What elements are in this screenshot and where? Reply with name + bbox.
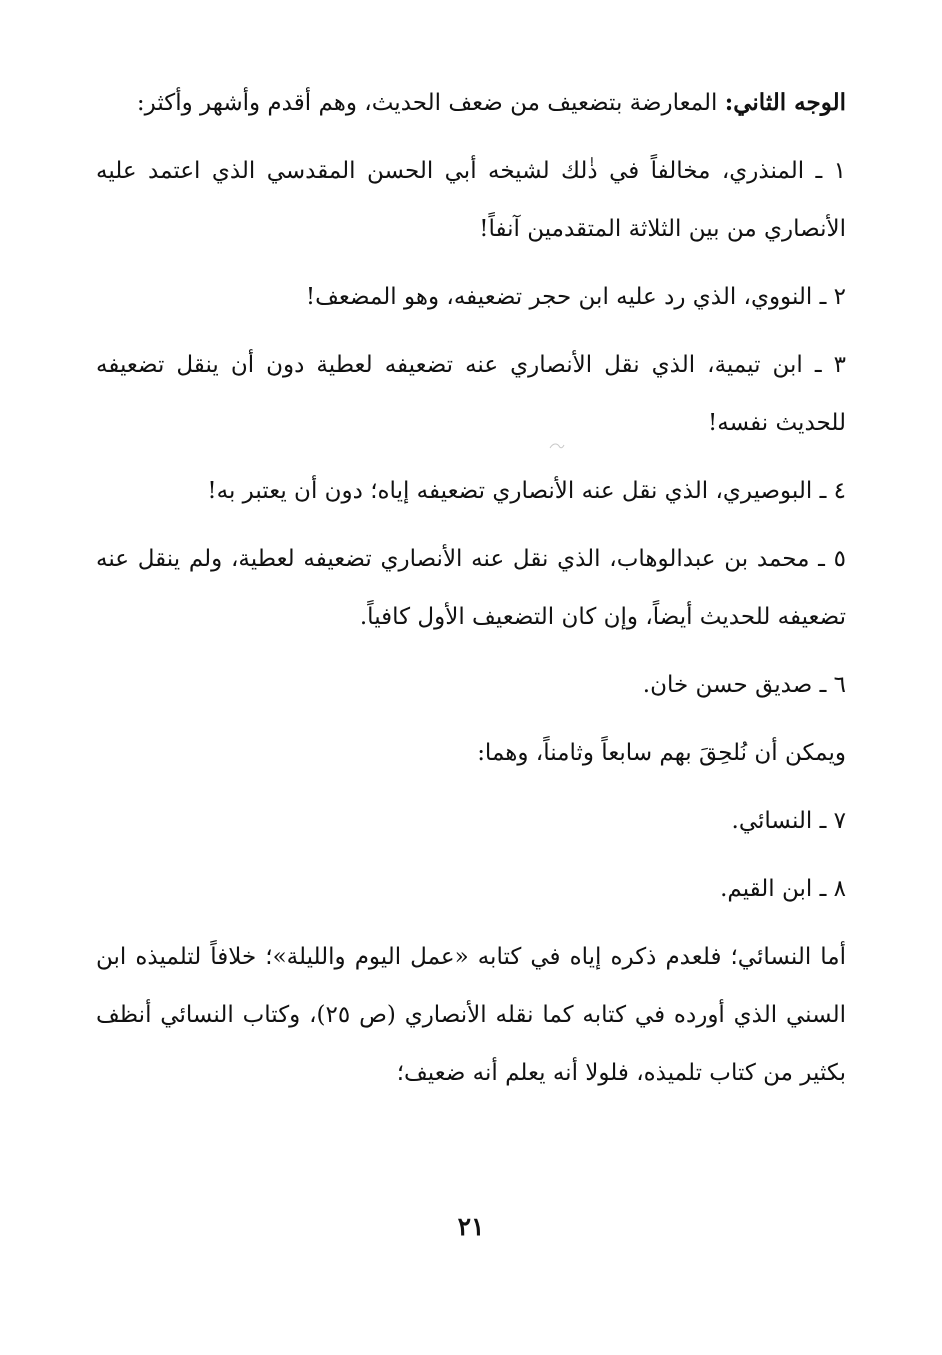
section-heading: الوجه الثاني:	[724, 89, 846, 116]
page-number: ٢١	[457, 1212, 485, 1241]
paragraph-text: ١ ـ المنذري، مخالفاً في ذٰلك لشيخه أبي الحسن المقدسي الذي اعتمد عليه الأنصاري من بين الثلاثة المتقدمين آنفاً!	[96, 158, 846, 242]
paragraph	[96, 928, 846, 1102]
list-item	[96, 792, 846, 850]
list-item	[96, 860, 846, 918]
paragraph-text: ٧ ـ النسائي.	[731, 808, 846, 834]
paragraph-text: ٨ ـ ابن القيم.	[720, 876, 846, 902]
paragraph-text: ٦ ـ صديق حسن خان.	[642, 672, 846, 698]
list-item	[96, 268, 846, 326]
paragraph-text: ٥ ـ محمد بن عبدالوهاب، الذي نقل عنه الأنصاري تضعيفه لعطية، ولم ينقل عنه تضعيفه للحديث أيضاً، وإن كان التضعيف الأول كافياً.	[96, 546, 846, 630]
paragraph-text: المعارضة بتضعيف من ضعف الحديث، وهم أقدم وأشهر وأكثر:	[136, 90, 725, 116]
paragraph-text: ويمكن أن نُلحِقَ بهم سابعاً وثامناً، وهما:	[477, 740, 846, 766]
paragraph-text: ٢ ـ النووي، الذي رد عليه ابن حجر تضعيفه، وهو المضعف!	[305, 284, 846, 310]
list-item	[96, 462, 846, 520]
list-item	[96, 142, 846, 258]
paragraph-text: ٣ ـ ابن تيمية، الذي نقل الأنصاري عنه تضعيفه لعطية دون أن ينقل تضعيفه للحديث نفسه!	[96, 352, 846, 436]
list-item	[96, 656, 846, 714]
list-item	[96, 530, 846, 646]
scan-mark	[548, 440, 566, 454]
paragraph-text: ٤ ـ البوصيري، الذي نقل عنه الأنصاري تضعيفه إياه؛ دون أن يعتبر به!	[207, 478, 846, 504]
paragraph	[96, 74, 846, 132]
body-text	[96, 74, 846, 1102]
paragraph-text: أما النسائي؛ فلعدم ذكره إياه في كتابه «عمل اليوم والليلة»؛ خلافاً لتلميذه ابن السني الذي أورده في كتابه كما نقله الأنصاري (ص ٢٥)، وكتاب النسائي أنظف بكثير من كتاب تلميذه، فلولا أنه يعلم أنه ضعيف؛	[96, 944, 847, 1086]
list-item	[96, 336, 846, 452]
paragraph	[96, 724, 846, 782]
